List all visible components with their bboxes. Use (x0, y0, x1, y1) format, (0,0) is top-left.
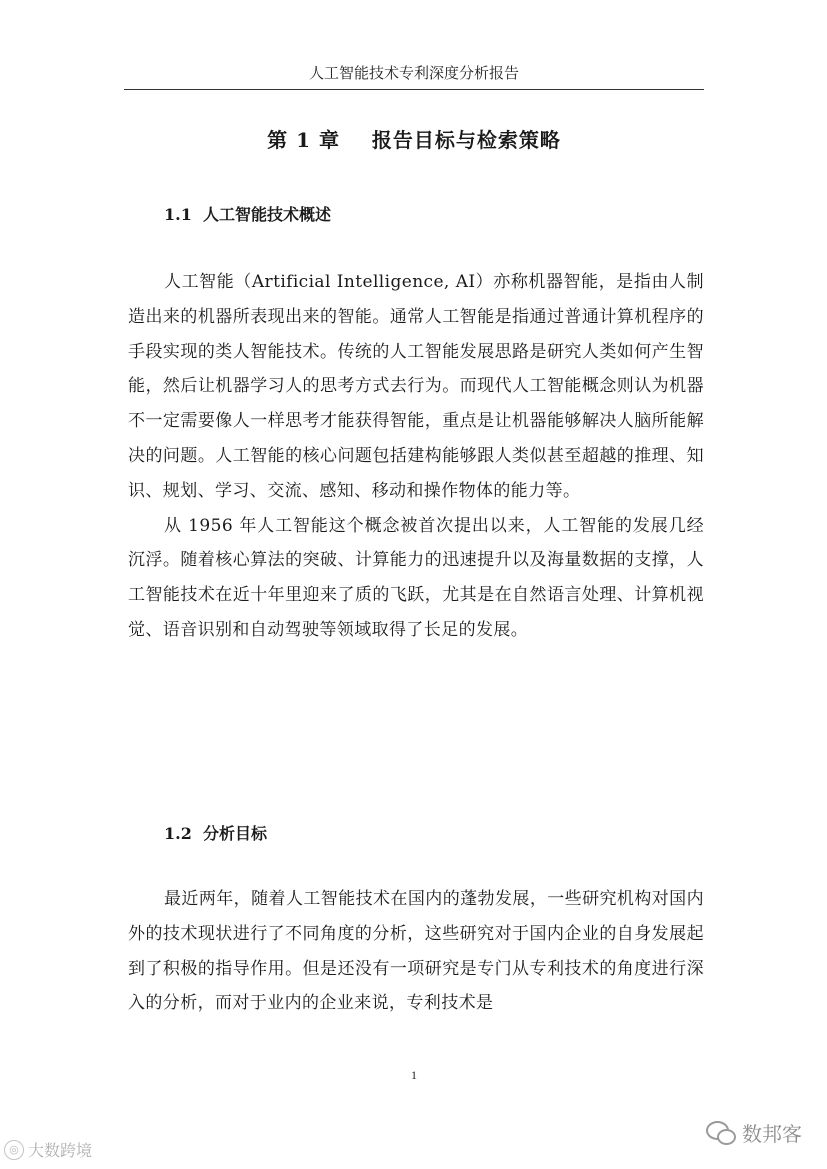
watermark-right (706, 1118, 802, 1147)
wechat-icon (706, 1121, 736, 1145)
section-1-1-body (128, 265, 704, 648)
watermark-left-text: 大数跨境 (28, 1141, 93, 1160)
section-heading-1-1: 1.1 人工智能技术概述 (164, 205, 331, 224)
section-1-2-body (128, 882, 704, 1021)
chapter-title: 第 1 章 报告目标与检索策略 (267, 128, 561, 152)
paragraph: 最近两年，随着人工智能技术在国内的蓬勃发展，一些研究机构对国内外的技术现状进行了不同角度的分析，这些研究对于国内企业的自身发展起到了积极的指导作用。但是还没有一项研究是专门从专利技术的角度进行深入的分析，而对于业内的企业来说，专利技术是 (128, 889, 704, 1014)
running-header: 人工智能技术专利深度分析报告 (308, 64, 519, 82)
paragraph: 从 1956 年人工智能这个概念被首次提出以来，人工智能的发展几经沉浮。随着核心算法的突破、计算能力的迅速提升以及海量数据的支撑，人工智能技术在近十年里迎来了质的飞跃，尤其是在自然语言处理、计算机视觉、语音识别和自动驾驶等领域取得了长足的发展。 (128, 515, 704, 640)
header-rule (124, 89, 704, 90)
section-heading-1-2: 1.2 分析目标 (164, 824, 267, 843)
brand-circle-icon: ◎ (4, 1140, 24, 1160)
paragraph: 人工智能（Artificial Intelligence, AI）亦称机器智能，是指由人制造出来的机器所表现出来的智能。通常人工智能是指通过普通计算机程序的手段实现的类人智能技术。传统的人工智能发展思路是研究人类如何产生智能，然后让机器学习人的思考方式去行为。而现代人工智能概念则认为机器不一定需要像人一样思考才能获得智能，重点是让机器能够解决人脑所能解决的问题。人工智能的核心问题包括建构能够跟人类似甚至超越的推理、知识、规划、学习、交流、感知、移动和操作物体的能力等。 (128, 272, 704, 501)
watermark-left (4, 1138, 92, 1161)
watermark-right-text: 数邦客 (742, 1122, 802, 1146)
page-number: 1 (411, 1068, 417, 1082)
